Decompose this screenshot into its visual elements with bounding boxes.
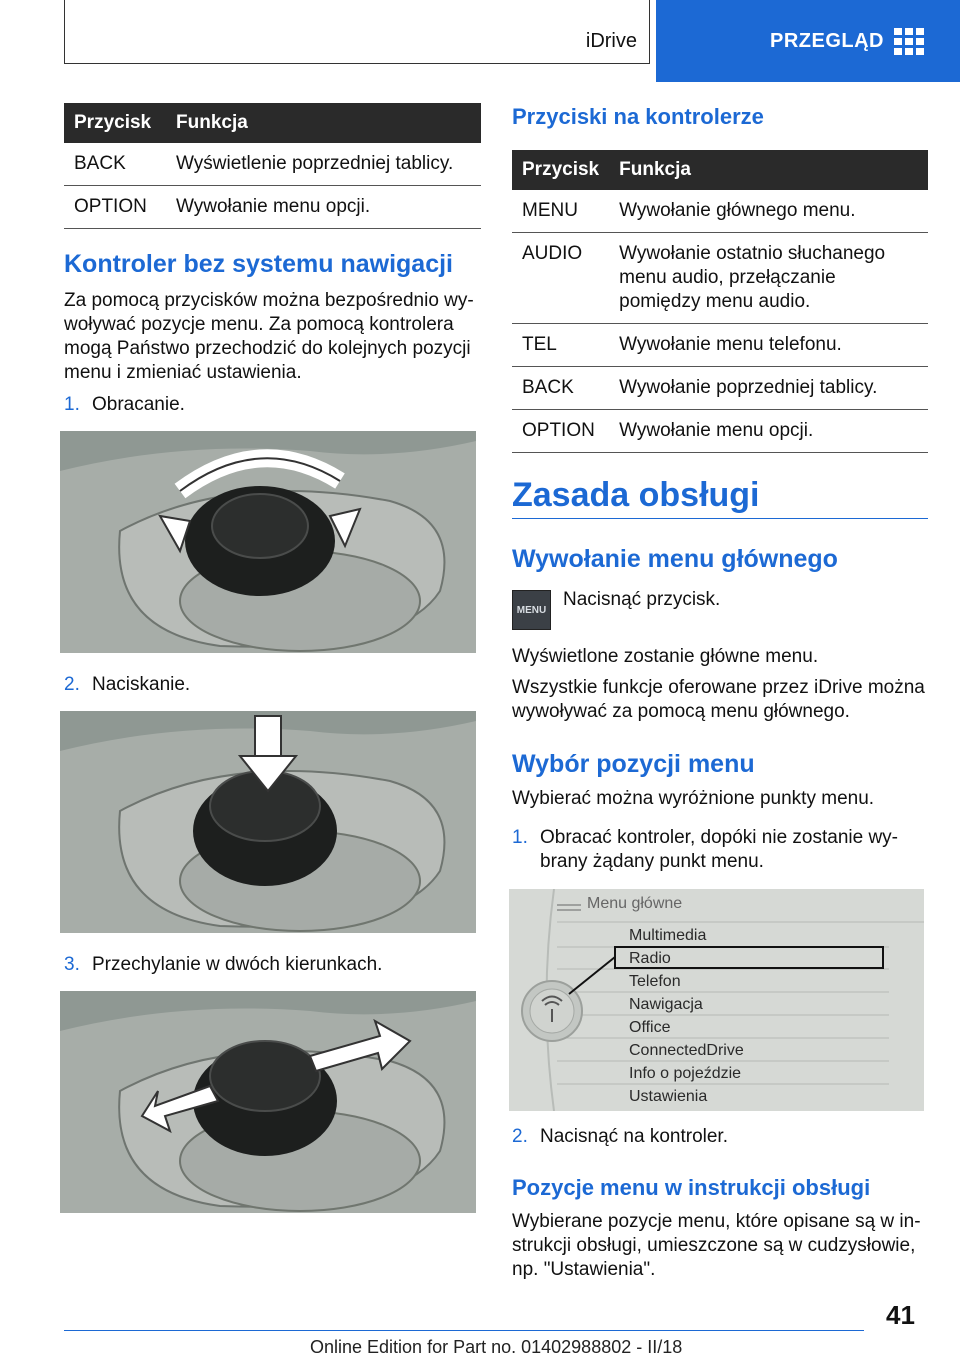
menu-item-ustawienia[interactable]: Ustawienia	[629, 1088, 708, 1105]
table-header: Przycisk	[64, 103, 166, 143]
controller-rotate-image	[60, 431, 476, 653]
menu-item-info[interactable]: Info o pojeździe	[629, 1065, 742, 1082]
step-text: Obracać kontroler, dopóki nie zostanie wy-	[540, 827, 899, 848]
table-row	[512, 324, 928, 367]
table-cell: MENU	[512, 190, 609, 233]
table-cell: Wywołanie menu opcji.	[609, 410, 928, 453]
paragraph: Wybierać można wyróżnione punkty menu.	[512, 788, 875, 809]
paragraph	[64, 289, 474, 385]
menu-item-connecteddrive[interactable]: ConnectedDrive	[629, 1042, 744, 1059]
table-row	[64, 143, 481, 186]
step-number: 1.	[512, 827, 528, 848]
text-line: woływać pozycje menu. Za pomocą kontrolera	[64, 314, 454, 335]
table-cell: OPTION	[512, 410, 609, 453]
controller-press-image	[60, 711, 476, 933]
menu-item-office[interactable]: Office	[629, 1019, 671, 1036]
table-row	[512, 190, 928, 233]
step-number: 2.	[512, 1126, 528, 1147]
table-row	[512, 367, 928, 410]
menu-button-icon	[512, 590, 551, 630]
screen-title: Menu główne	[587, 895, 683, 912]
text-line: menu i zmieniać ustawienia.	[64, 362, 302, 383]
header-frame	[64, 0, 650, 64]
table-cell: Wywołanie ostatnio słuchanego menu audio, przełączanie pomiędzy menu audio.	[609, 233, 928, 324]
screen-menu-list	[629, 924, 744, 1108]
menu-item-multimedia[interactable]: Multimedia	[629, 927, 707, 944]
table-cell: Wywołanie menu opcji.	[166, 186, 481, 229]
table-cell: Wywołanie głównego menu.	[609, 190, 928, 233]
step-text: Naciskanie.	[92, 674, 191, 695]
table-cell: Wywołanie menu telefonu.	[609, 324, 928, 367]
section-heading: Kontroler bez systemu nawigacji	[64, 250, 453, 278]
table-cell: BACK	[64, 143, 166, 186]
section-heading: Pozycje menu w instrukcji obsługi	[512, 1175, 871, 1200]
table-cell: BACK	[512, 367, 609, 410]
page-title: Zasada obsługi	[512, 476, 760, 514]
step-text: brany żądany punkt menu.	[540, 851, 764, 872]
table-header: Przycisk	[512, 150, 609, 190]
text-line: np. "Ustawienia".	[512, 1259, 656, 1280]
paragraph	[512, 1210, 921, 1282]
menu-button-label: MENU	[516, 605, 547, 616]
table-row	[512, 233, 928, 324]
step-item	[512, 1125, 728, 1149]
section-heading: Przyciski na kontrolerze	[512, 104, 764, 129]
tab-overview-label: PRZEGLĄD	[770, 30, 884, 52]
menu-item-nawigacja[interactable]: Nawigacja	[629, 996, 703, 1013]
table-row	[512, 410, 928, 453]
text-line: Wszystkie funkcje oferowane przez iDrive można	[512, 677, 925, 698]
footer-divider	[64, 1330, 864, 1331]
table-cell: AUDIO	[512, 233, 609, 324]
table-row	[64, 186, 481, 229]
section-heading: Wywołanie menu głównego	[512, 545, 838, 573]
paragraph: Wyświetlone zostanie główne menu.	[512, 646, 819, 667]
step-text: Nacisnąć na kontroler.	[540, 1126, 728, 1147]
section-heading: Wybór pozycji menu	[512, 750, 755, 778]
step-number: 3.	[64, 954, 80, 975]
table-header: Funkcja	[166, 103, 481, 143]
step-number: 2.	[64, 674, 80, 695]
grid-icon	[894, 28, 924, 54]
text-line: Wybierane pozycje menu, które opisane są w in-	[512, 1211, 921, 1232]
header-section-title: iDrive	[585, 30, 637, 52]
step-number: 1.	[64, 394, 80, 415]
idrive-menu-screen	[509, 889, 924, 1111]
paragraph	[512, 676, 925, 724]
table-cell: Wyświetlenie poprzedniej tablicy.	[166, 143, 481, 186]
buttons-table-right	[512, 150, 928, 453]
page-number: 41	[886, 1300, 915, 1330]
controller-tilt-image	[60, 991, 476, 1213]
step-item	[64, 953, 382, 977]
step-text: Obracanie.	[92, 394, 185, 415]
footer-edition: Online Edition for Part no. 01402988802 - II/18	[310, 1337, 683, 1357]
step-item	[64, 673, 190, 697]
table-cell: OPTION	[64, 186, 166, 229]
menu-item-radio[interactable]: Radio	[629, 950, 671, 967]
text-line: wywoływać za pomocą menu głównego.	[512, 701, 850, 722]
paragraph: Nacisnąć przycisk.	[563, 589, 721, 610]
title-divider	[512, 518, 928, 519]
table-header: Funkcja	[609, 150, 928, 190]
menu-item-telefon[interactable]: Telefon	[629, 973, 681, 990]
table-cell: TEL	[512, 324, 609, 367]
text-line: strukcji obsługi, umieszczone są w cudzysłowie,	[512, 1235, 916, 1256]
step-item	[512, 826, 898, 874]
text-line: Za pomocą przycisków można bezpośrednio wy-	[64, 290, 474, 311]
buttons-table-left	[64, 103, 481, 229]
step-item	[64, 393, 185, 417]
text-line: mogą Państwo przechodzić do kolejnych pozycji	[64, 338, 471, 359]
tab-overview[interactable]	[656, 0, 960, 82]
step-text: Przechylanie w dwóch kierunkach.	[92, 954, 383, 975]
table-cell: Wywołanie poprzedniej tablicy.	[609, 367, 928, 410]
